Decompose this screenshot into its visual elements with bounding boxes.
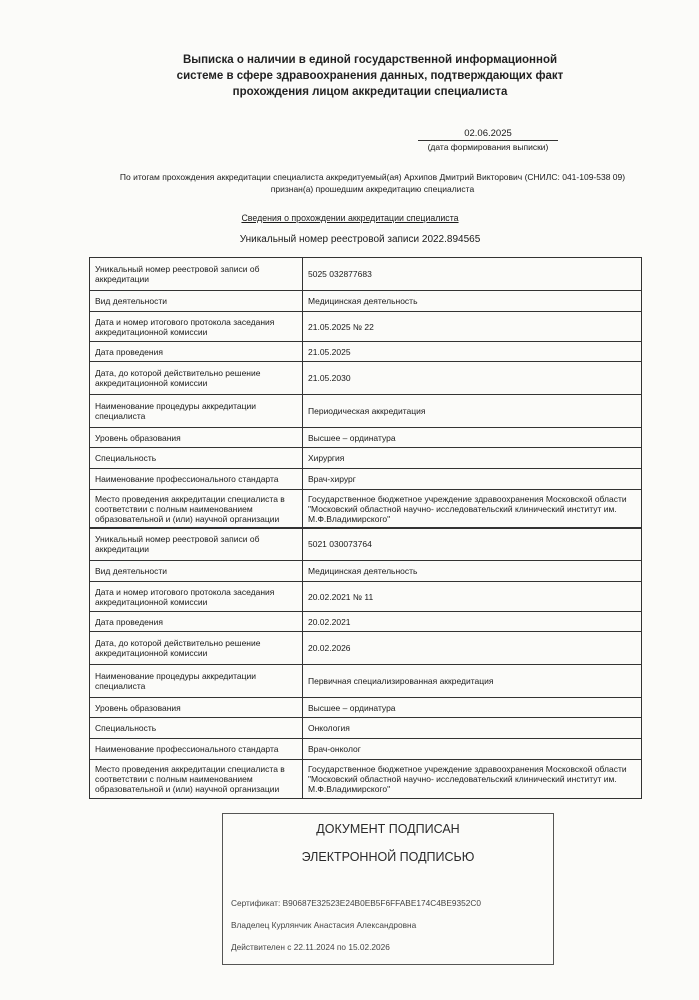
table-row — [90, 342, 642, 362]
table-row — [90, 718, 642, 739]
row-value: Врач-хирург — [303, 469, 642, 490]
intro-line-1: По итогам прохождения аккредитации специалиста аккредитуемый(ая) Архипов Дмитрий Викторович (СНИЛС: 041-109-538 09) — [119, 172, 626, 182]
row-value: 20.02.2021 — [302, 612, 641, 632]
table-row — [90, 448, 642, 469]
intro-line-2: признан(а) прошедшим аккредитацию специалиста — [270, 184, 475, 194]
extract-date: 02.06.2025 — [418, 128, 558, 141]
row-label: Дата, до которой действительно решение аккредитационной комиссии — [90, 362, 303, 395]
stamp-heading-line-2: ЭЛЕКТРОННОЙ ПОДПИСЬЮ — [301, 850, 475, 864]
row-label: Дата проведения — [90, 612, 303, 632]
table-row — [90, 469, 642, 490]
table-row — [90, 258, 642, 291]
row-label: Место проведения аккредитации специалиста в соответствии с полным наименованием образовательной и (или) научной организации — [90, 490, 303, 529]
row-value: 5025 032877683 — [303, 258, 642, 291]
table-row — [90, 528, 642, 561]
row-label: Наименование процедуры аккредитации специалиста — [90, 395, 303, 428]
stamp-heading-line-1: ДОКУМЕНТ ПОДПИСАН — [316, 822, 460, 836]
row-value: Медицинская деятельность — [303, 291, 642, 312]
extract-date-block — [418, 128, 558, 152]
table-row — [90, 428, 642, 448]
extract-date-caption: (дата формирования выписки) — [427, 142, 549, 152]
row-label: Специальность — [90, 448, 303, 469]
row-value: 20.02.2021 № 11 — [302, 582, 641, 612]
section-heading: Сведения о прохождении аккредитации специалиста — [241, 213, 459, 223]
row-label: Вид деятельности — [90, 561, 303, 582]
table-row — [90, 739, 642, 760]
row-value: Онкология — [302, 718, 641, 739]
table-row — [90, 582, 642, 612]
stamp-validity: Действителен с 22.11.2024 по 15.02.2026 — [231, 942, 390, 952]
row-label: Вид деятельности — [90, 291, 303, 312]
row-label: Место проведения аккредитации специалиста в соответствии с полным наименованием образовательной и (или) научной организации — [90, 760, 303, 799]
row-label: Дата, до которой действительно решение аккредитационной комиссии — [90, 632, 303, 665]
accreditation-record-table-2 — [89, 527, 642, 799]
table-row — [90, 312, 642, 342]
title-line-1: Выписка о наличии в единой государственной информационной — [182, 54, 558, 66]
row-value: 21.05.2025 № 22 — [303, 312, 642, 342]
electronic-signature-stamp — [222, 813, 554, 965]
stamp-owner: Владелец Курлянчик Анастасия Александровна — [231, 920, 417, 930]
row-value: Первичная специализированная аккредитация — [302, 665, 641, 698]
row-value: 5021 030073764 — [302, 528, 641, 561]
table-row — [90, 698, 642, 718]
stamp-certificate: Сертификат: B90687E32523E24B0EB5F6FFABE174C4BE9352C0 — [231, 898, 481, 908]
table-row — [90, 395, 642, 428]
row-label: Наименование процедуры аккредитации специалиста — [90, 665, 303, 698]
row-label: Специальность — [90, 718, 303, 739]
row-label: Уровень образования — [90, 698, 303, 718]
title-line-3: прохождения лицом аккредитации специалиста — [232, 86, 508, 98]
table-row — [90, 665, 642, 698]
row-label: Дата проведения — [90, 342, 303, 362]
document-title — [150, 52, 590, 100]
row-value: Высшее – ординатура — [302, 698, 641, 718]
table-row — [90, 612, 642, 632]
row-label: Уникальный номер реестровой записи об аккредитации — [90, 528, 303, 561]
row-label: Дата и номер итогового протокола заседания аккредитационной комиссии — [90, 312, 303, 342]
row-value: Медицинская деятельность — [302, 561, 641, 582]
title-line-2: системе в сфере здравоохранения данных, подтверждающих факт — [176, 70, 564, 82]
row-label: Дата и номер итогового протокола заседания аккредитационной комиссии — [90, 582, 303, 612]
row-value: Периодическая аккредитация — [303, 395, 642, 428]
row-label: Наименование профессионального стандарта — [90, 469, 303, 490]
table-row — [90, 490, 642, 529]
row-value: Хирургия — [303, 448, 642, 469]
row-value: Высшее – ординатура — [303, 428, 642, 448]
row-label: Уникальный номер реестровой записи об аккредитации — [90, 258, 303, 291]
table-row — [90, 632, 642, 665]
table-row — [90, 291, 642, 312]
registry-number-heading: Уникальный номер реестровой записи 2022.894565 — [239, 234, 481, 245]
table-row — [90, 760, 642, 799]
table-row — [90, 561, 642, 582]
row-value: 21.05.2025 — [303, 342, 642, 362]
row-value: Государственное бюджетное учреждение здравоохранения Московской области "Московский областной научно- исследовательский клинический институт им. М.Ф.Владимирского" — [303, 490, 642, 529]
table-row — [90, 362, 642, 395]
intro-paragraph — [80, 171, 665, 195]
row-label: Наименование профессионального стандарта — [90, 739, 303, 760]
row-label: Уровень образования — [90, 428, 303, 448]
row-value: Государственное бюджетное учреждение здравоохранения Московской области "Московский областной научно- исследовательский клинический институт им. М.Ф.Владимирского" — [302, 760, 641, 799]
row-value: 20.02.2026 — [302, 632, 641, 665]
row-value: 21.05.2030 — [303, 362, 642, 395]
accreditation-record-table-1 — [89, 257, 642, 529]
row-value: Врач-онколог — [302, 739, 641, 760]
